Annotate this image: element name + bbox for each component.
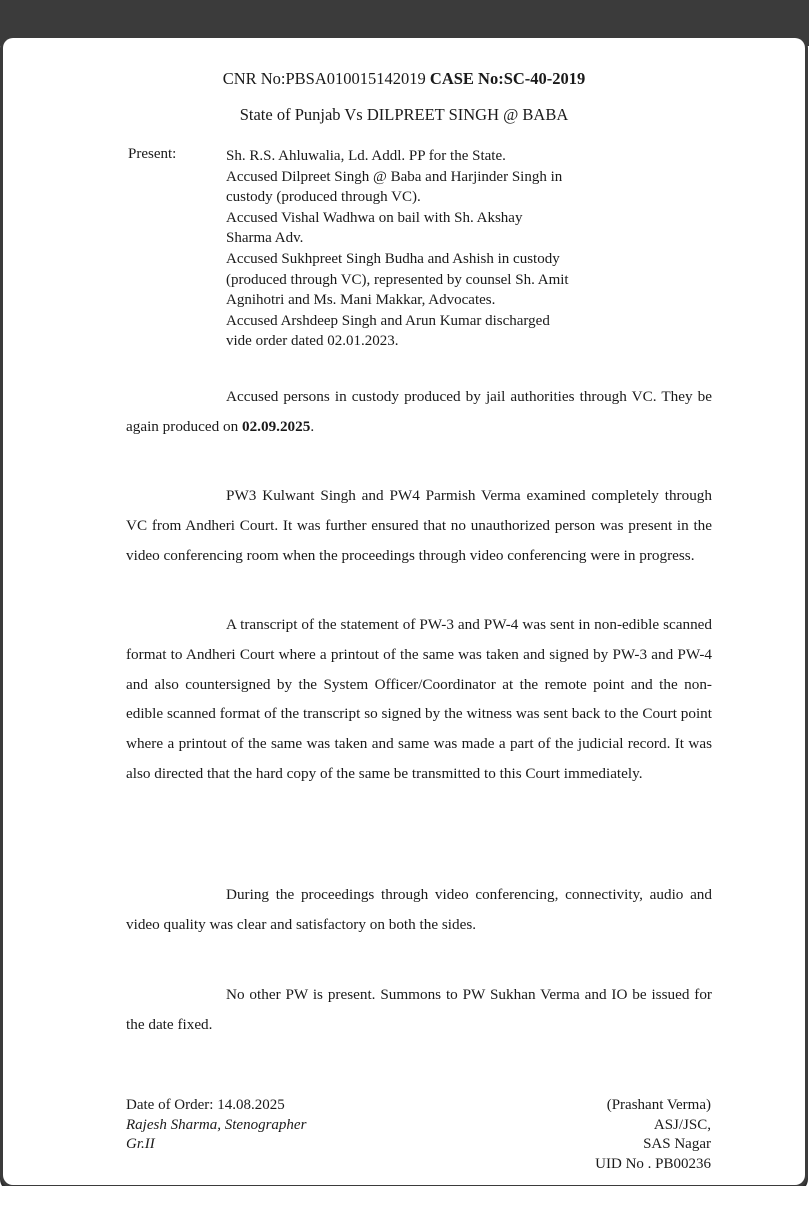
paragraph-vc-quality: During the proceedings through video conferencing, connectivity, audio and video quality was clear and satisfactory on both the sides. bbox=[126, 886, 712, 933]
document-page bbox=[3, 38, 805, 1185]
viewer-bottom-margin bbox=[0, 1186, 809, 1205]
paragraph-transcript: A transcript of the statement of PW-3 and PW-4 was sent in non-edible scanned format to Andheri Court where a printout of the same was taken and signed by PW-3 and PW-4 and also countersigned by the System Officer/Coordinator at the remote point and the non-edible scanned format of the transcript so signed by the witness was sent back to the Court point where a printout of the same was taken and same was made a part of the judicial record. It was also directed that the hard copy of the same be transmitted to this Court immediately. bbox=[126, 616, 712, 782]
judge-name: (Prashant Verma) bbox=[606, 1097, 711, 1113]
case-header bbox=[3, 69, 805, 89]
paragraph-custody bbox=[126, 382, 712, 442]
stenographer-grade: Gr.II bbox=[126, 1136, 155, 1152]
date-of-order: Date of Order: 14.08.2025 bbox=[126, 1097, 285, 1113]
custody-end: . bbox=[310, 417, 315, 435]
judge-uid: UID No . PB00236 bbox=[595, 1155, 711, 1172]
judge-location: SAS Nagar bbox=[643, 1136, 711, 1152]
present-line: Agnihotri and Ms. Mani Makkar, Advocates. bbox=[226, 292, 496, 309]
paragraph-summons: No other PW is present. Summons to PW Sukhan Verma and IO be issued for the date fixed. bbox=[126, 986, 712, 1033]
present-line: Accused Dilpreet Singh @ Baba and Harjinder Singh in bbox=[226, 168, 563, 185]
present-line: custody (produced through VC). bbox=[226, 189, 421, 206]
present-line: Accused Arshdeep Singh and Arun Kumar discharged bbox=[226, 312, 550, 329]
next-date: 02.09.2025 bbox=[241, 417, 311, 435]
present-line: vide order dated 02.01.2023. bbox=[226, 333, 399, 350]
present-line: Sharma Adv. bbox=[226, 230, 304, 247]
case-title: State of Punjab Vs DILPREET SINGH @ BABA bbox=[239, 105, 569, 124]
cnr-number: CNR No:PBSA010015142019 bbox=[222, 69, 426, 88]
present-line: Accused Vishal Wadhwa on bail with Sh. Akshay bbox=[226, 209, 523, 226]
present-list bbox=[226, 146, 706, 352]
present-line: (produced through VC), represented by counsel Sh. Amit bbox=[226, 271, 569, 288]
paragraph-examination: PW3 Kulwant Singh and PW4 Parmish Verma examined completely through VC from Andheri Court. It was further ensured that no unauthorized person was present in the video conferencing room when the proceedings through video conferencing were in progress. bbox=[126, 487, 712, 564]
order-footer-left bbox=[126, 1096, 306, 1155]
judge-signature-block bbox=[595, 1096, 711, 1174]
case-number: CASE No:SC-40-2019 bbox=[429, 69, 586, 88]
custody-text: Accused persons in custody produced by jail authorities through VC. They be again produced on bbox=[126, 388, 712, 435]
present-line: Accused Sukhpreet Singh Budha and Ashish in custody bbox=[226, 250, 560, 267]
present-label: Present: bbox=[128, 146, 177, 162]
stenographer: Rajesh Sharma, Stenographer bbox=[126, 1116, 307, 1133]
judge-designation: ASJ/JSC, bbox=[653, 1116, 711, 1133]
present-line: Sh. R.S. Ahluwalia, Ld. Addl. PP for the State. bbox=[226, 148, 506, 164]
